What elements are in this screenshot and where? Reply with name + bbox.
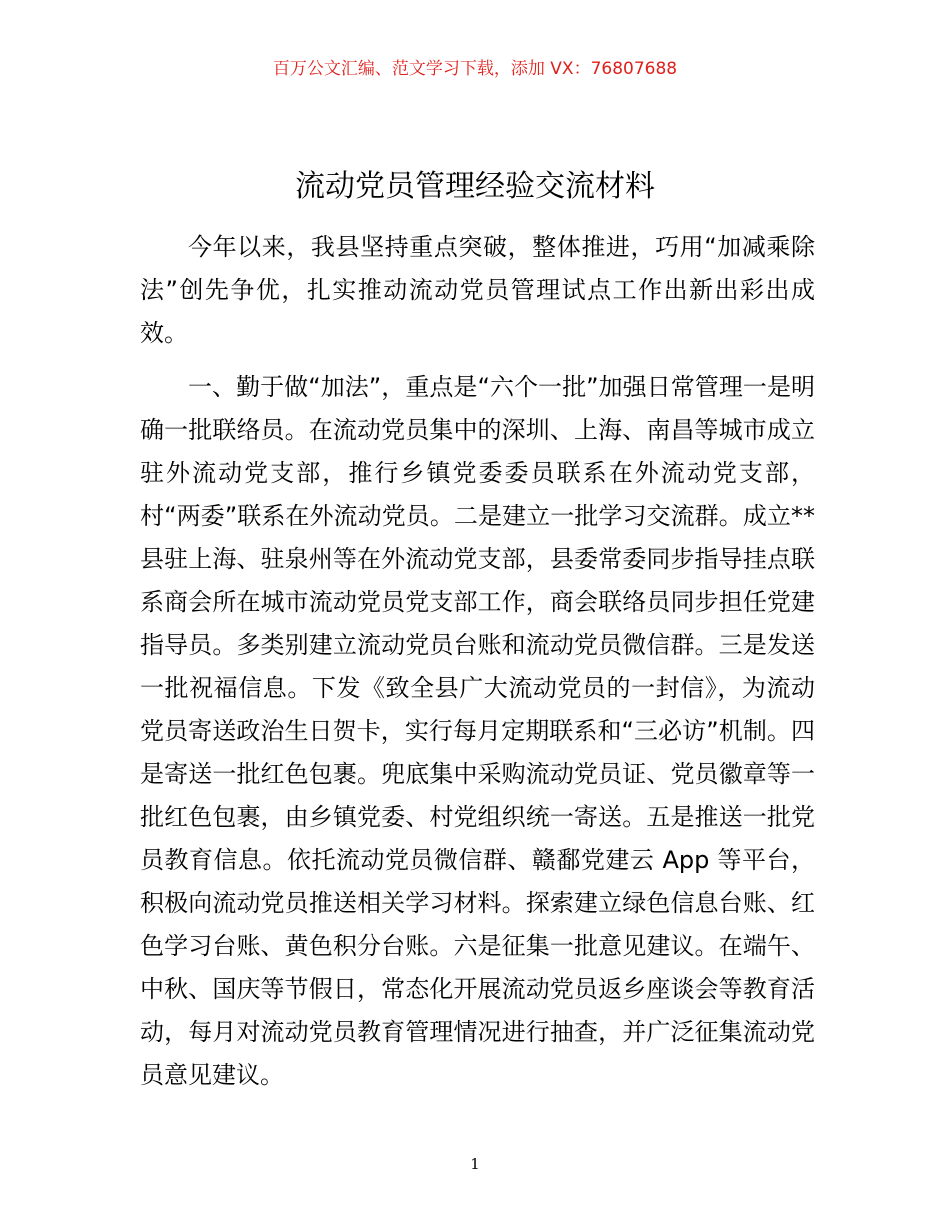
header-watermark: 百万公文汇编、范文学习下载，添加 VX：76807688 <box>272 59 678 79</box>
document-title: 流动党员管理经验交流材料 <box>295 169 655 204</box>
paragraph-section-one: 一、勤于做“加法”，重点是“六个一批”加强日常管理一是明确一批联络员。在流动党员集中的深圳、上海、南昌等城市成立驻外流动党支部，推行乡镇党委委员联系在外流动党支部，村“两委”联系在外流动党员。二是建立一批学习交流群。成立**县驻上海、驻泉州等在外流动党支部，县委常委同步指导挂点联系商会所在城市流动党员党支部工作，商会联络员同步担任党建指导员。多类别建立流动党员台账和流动党员微信群。三是发送一批祝福信息。下发《致全县广大流动党员的一封信》，为流动党员寄送政治生日贺卡，实行每月定期联系和“三必访”机制。四是寄送一批红色包裹。兜底集中采购流动党员证、党员徽章等一批红色包裹，由乡镇党委、村党组织统一寄送。五是推送一批党员教育信息。依托流动党员微信群、赣鄱党建云 App 等平台，积极向流动党员推送相关学习材料。探索建立绿色信息台账、红色学习台账、黄色积分台账。六是征集一批意见建议。在端午、中秋、国庆等节假日，常态化开展流动党员返乡座谈会等教育活动，每月对流动党员教育管理情况进行抽查，并广泛征集流动党员意见建议。 <box>140 373 815 1089</box>
page-number: 1 <box>470 1155 480 1173</box>
paragraph-intro: 今年以来，我县坚持重点突破，整体推进，巧用“加减乘除法”创先争优，扎实推动流动党员管理试点工作出新出彩出成效。 <box>140 233 815 347</box>
